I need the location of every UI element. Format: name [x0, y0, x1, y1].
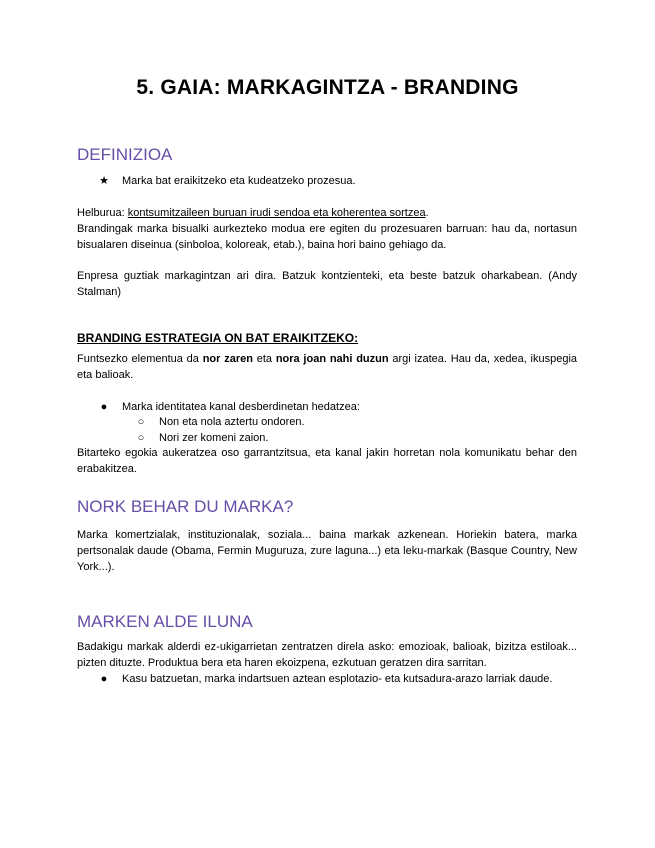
estrategia-bold-nora-joan: nora joan nahi duzun: [275, 353, 389, 365]
list-item-text: Marka identitatea kanal desberdinetan hedatzea:: [122, 401, 360, 413]
sub-list-item-text: Nori zer komeni zaion.: [159, 432, 269, 444]
definizioa-paragraph-1: Brandingak marka bisualki aurkezteko modua ere egiten du prozesuaren barruan: hau da, nortasun bisualaren diseinua (sinboloa, koloreak, etab.), baina hori baino gehiago da.: [77, 223, 577, 251]
star-bullet-text: Marka bat eraikitzeko eta kudeatzeko prozesua.: [122, 175, 356, 187]
section-heading-definizioa: DEFINIZIOA: [77, 145, 173, 164]
page-title: 5. GAIA: MARKAGINTZA - BRANDING: [136, 76, 519, 99]
star-bullet-item: [96, 173, 356, 189]
sub-list-item: [133, 430, 268, 446]
bullet-icon: ●: [100, 401, 108, 413]
bullet-icon: ●: [100, 673, 108, 685]
list-item: [96, 671, 552, 687]
list-item-text: Kasu batzuetan, marka indartsuen aztean esplotazio- eta kutsadura-arazo larriak daude.: [122, 673, 553, 685]
definizioa-paragraph-2: Enpresa guztiak markagintzan ari dira. Batzuk kontzienteki, eta beste batzuk oharkabean. (Andy Stalman): [77, 270, 577, 298]
list-item: [96, 399, 360, 415]
estrategia-text-a: Funtsezko elementua da: [77, 353, 203, 365]
section-heading-nork: NORK BEHAR DU MARKA?: [77, 497, 294, 516]
estrategia-text-e: argi izatea. Hau da, xedea, ikuspegia eta balioak.: [77, 353, 578, 381]
nork-paragraph-1: Marka komertzialak, instituzionalak, soziala... baina markak azkenean. Horiekin batera, marka pertsonalak daude (Obama, Fermin Muguruza, zure laguna...) eta leku-markak (Basque Country, New York...).: [77, 529, 577, 573]
section-heading-ilun: MARKEN ALDE ILUNA: [77, 612, 253, 631]
helburua-paragraph: [77, 205, 577, 221]
circle-bullet-icon: ○: [137, 416, 145, 428]
subsection-heading-estrategia: BRANDING ESTRATEGIA ON BAT ERAIKITZEKO:: [77, 331, 359, 345]
sub-list-item: [133, 414, 305, 430]
estrategia-text-c: eta: [252, 353, 276, 365]
estrategia-paragraph-2: Bitarteko egokia aukeratzea oso garrantzitsua, eta kanal jakin horretan nola komunikatu behar den erabakitzea.: [77, 447, 577, 475]
star-icon: ★: [99, 175, 109, 187]
ilun-paragraph-1: Badakigu markak alderdi ez-ukigarrietan zentratzen direla asko: emozioak, balioak, bizitza estiloak... pizten dituzte. Produktua bera eta haren ekoizpena, ezkutuan geratzen dira sarritan.: [77, 641, 577, 669]
estrategia-paragraph-1: [77, 351, 577, 383]
helburua-text: kontsumitzaileen buruan irudi sendoa eta koherentea sortzea: [127, 207, 426, 219]
estrategia-bold-nor-zaren: nor zaren: [202, 353, 253, 365]
sub-list-item-text: Non eta nola aztertu ondoren.: [159, 416, 305, 428]
helburua-end: .: [425, 207, 429, 219]
helburua-label: Helburua:: [77, 207, 128, 219]
circle-bullet-icon: ○: [137, 432, 145, 444]
